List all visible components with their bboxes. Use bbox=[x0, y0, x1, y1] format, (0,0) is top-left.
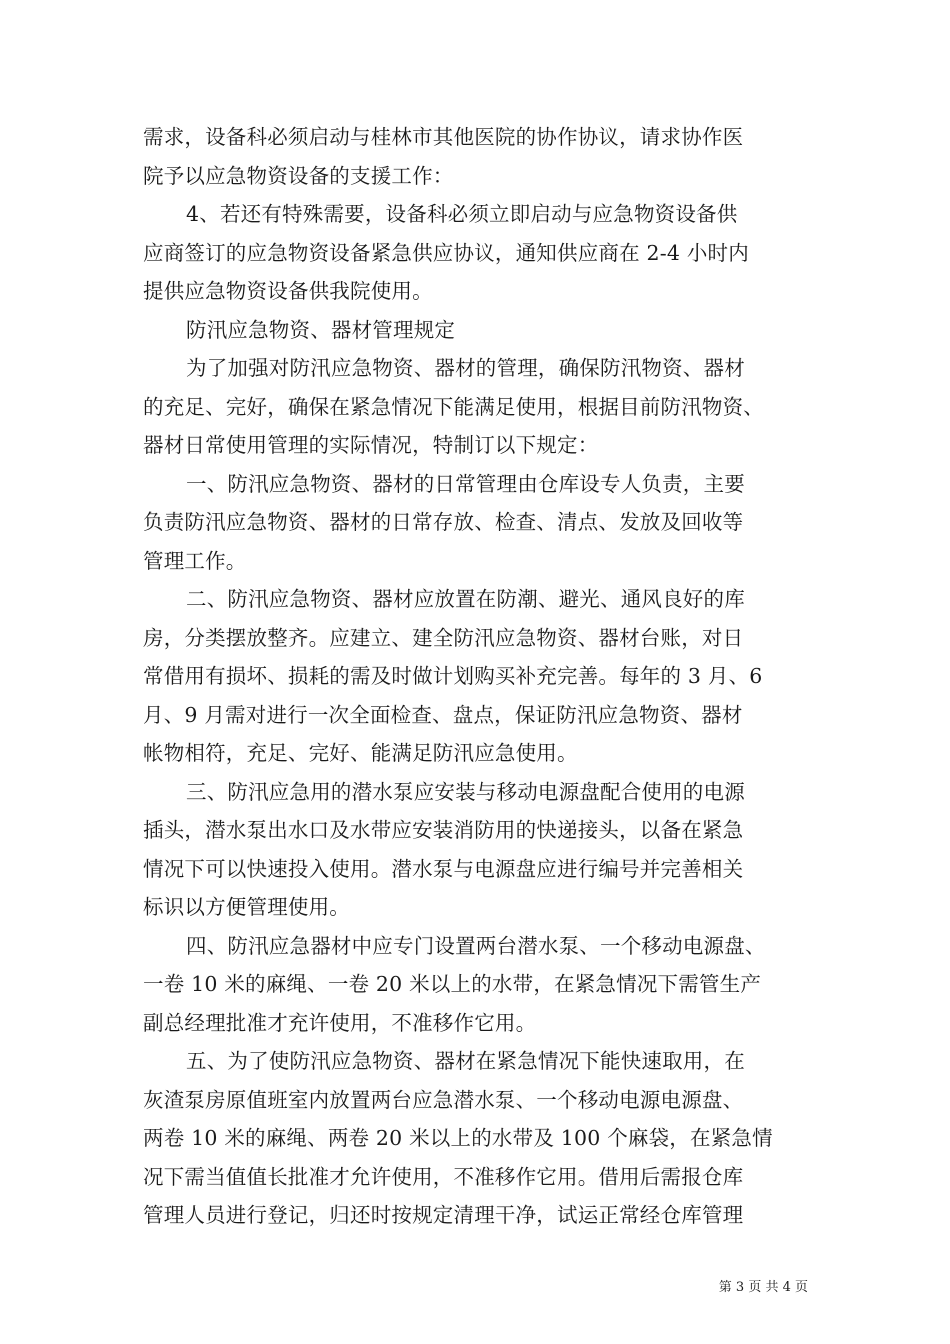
text-line: 应商签订的应急物资设备紧急供应协议，通知供应商在 2-4 小时内 bbox=[143, 240, 749, 265]
text-line: 院予以应急物资设备的支援工作： bbox=[143, 163, 454, 188]
text-line: 防汛应急物资、器材管理规定 bbox=[186, 317, 456, 342]
text-line: 情况下可以快速投入使用。潜水泵与电源盘应进行编号并完善相关 bbox=[143, 856, 744, 881]
text-line: 四、防汛应急器材中应专门设置两台潜水泵、一个移动电源盘、 bbox=[186, 933, 766, 958]
text-line: 帐物相符，充足、完好、能满足防汛应急使用。 bbox=[143, 741, 578, 765]
text-line: 五、为了使防汛应急物资、器材在紧急情况下能快速取用，在 bbox=[186, 1049, 745, 1073]
document-body bbox=[143, 118, 809, 1235]
text-line: 房，分类摆放整齐。应建立、建全防汛应急物资、器材台账，对日 bbox=[143, 625, 744, 650]
text-line: 况下需当值值长批准才允许使用，不准移作它用。借用后需报仓库 bbox=[143, 1164, 744, 1189]
text-line: 为了加强对防汛应急物资、器材的管理，确保防汛物资、器材 bbox=[186, 356, 745, 380]
text-line: 的充足、完好，确保在紧急情况下能满足使用，根据目前防汛物资、 bbox=[143, 394, 764, 419]
text-line: 标识以方便管理使用。 bbox=[143, 895, 350, 919]
text-line: 需求，设备科必须启动与桂林市其他医院的协作协议，请求协作医 bbox=[143, 125, 744, 149]
text-line: 4、若还有特殊需要，设备科必须立即启动与应急物资设备供 bbox=[186, 202, 738, 226]
text-line: 负责防汛应急物资、器材的日常存放、检查、清点、发放及回收等 bbox=[143, 510, 744, 534]
text-line: 两卷 10 米的麻绳、两卷 20 米以上的水带及 100 个麻袋，在紧急情 bbox=[143, 1126, 773, 1150]
text-line: 提供应急物资设备供我院使用。 bbox=[143, 279, 433, 303]
text-line: 三、防汛应急用的潜水泵应安装与移动电源盘配合使用的电源 bbox=[186, 779, 745, 804]
text-line: 器材日常使用管理的实际情况，特制订以下规定： bbox=[143, 433, 599, 457]
text-line: 一、防汛应急物资、器材的日常管理由仓库设专人负责，主要 bbox=[186, 471, 745, 496]
text-line: 灰渣泵房原值班室内放置两台应急潜水泵、一个移动电源电源盘、 bbox=[143, 1087, 744, 1112]
text-line: 管理工作。 bbox=[143, 548, 247, 573]
text-line: 二、防汛应急物资、器材应放置在防潮、避光、通风良好的库 bbox=[186, 587, 745, 611]
text-line: 副总经理批准才充许使用，不准移作它用。 bbox=[143, 1010, 537, 1035]
text-line: 月、9 月需对进行一次全面检查、盘点，保证防汛应急物资、器材 bbox=[143, 702, 743, 727]
text-line: 插头，潜水泵出水口及水带应安装消防用的快递接头，以备在紧急 bbox=[143, 818, 744, 842]
page-number: 第 3 页 共 4 页 bbox=[718, 1280, 808, 1295]
text-line: 管理人员进行登记，归还时按规定清理干净，试运正常经仓库管理 bbox=[143, 1203, 744, 1227]
text-line: 一卷 10 米的麻绳、一卷 20 米以上的水带，在紧急情况下需管生产 bbox=[143, 972, 762, 996]
text-line: 常借用有损坏、损耗的需及时做计划购买补充完善。每年的 3 月、6 bbox=[143, 664, 763, 688]
